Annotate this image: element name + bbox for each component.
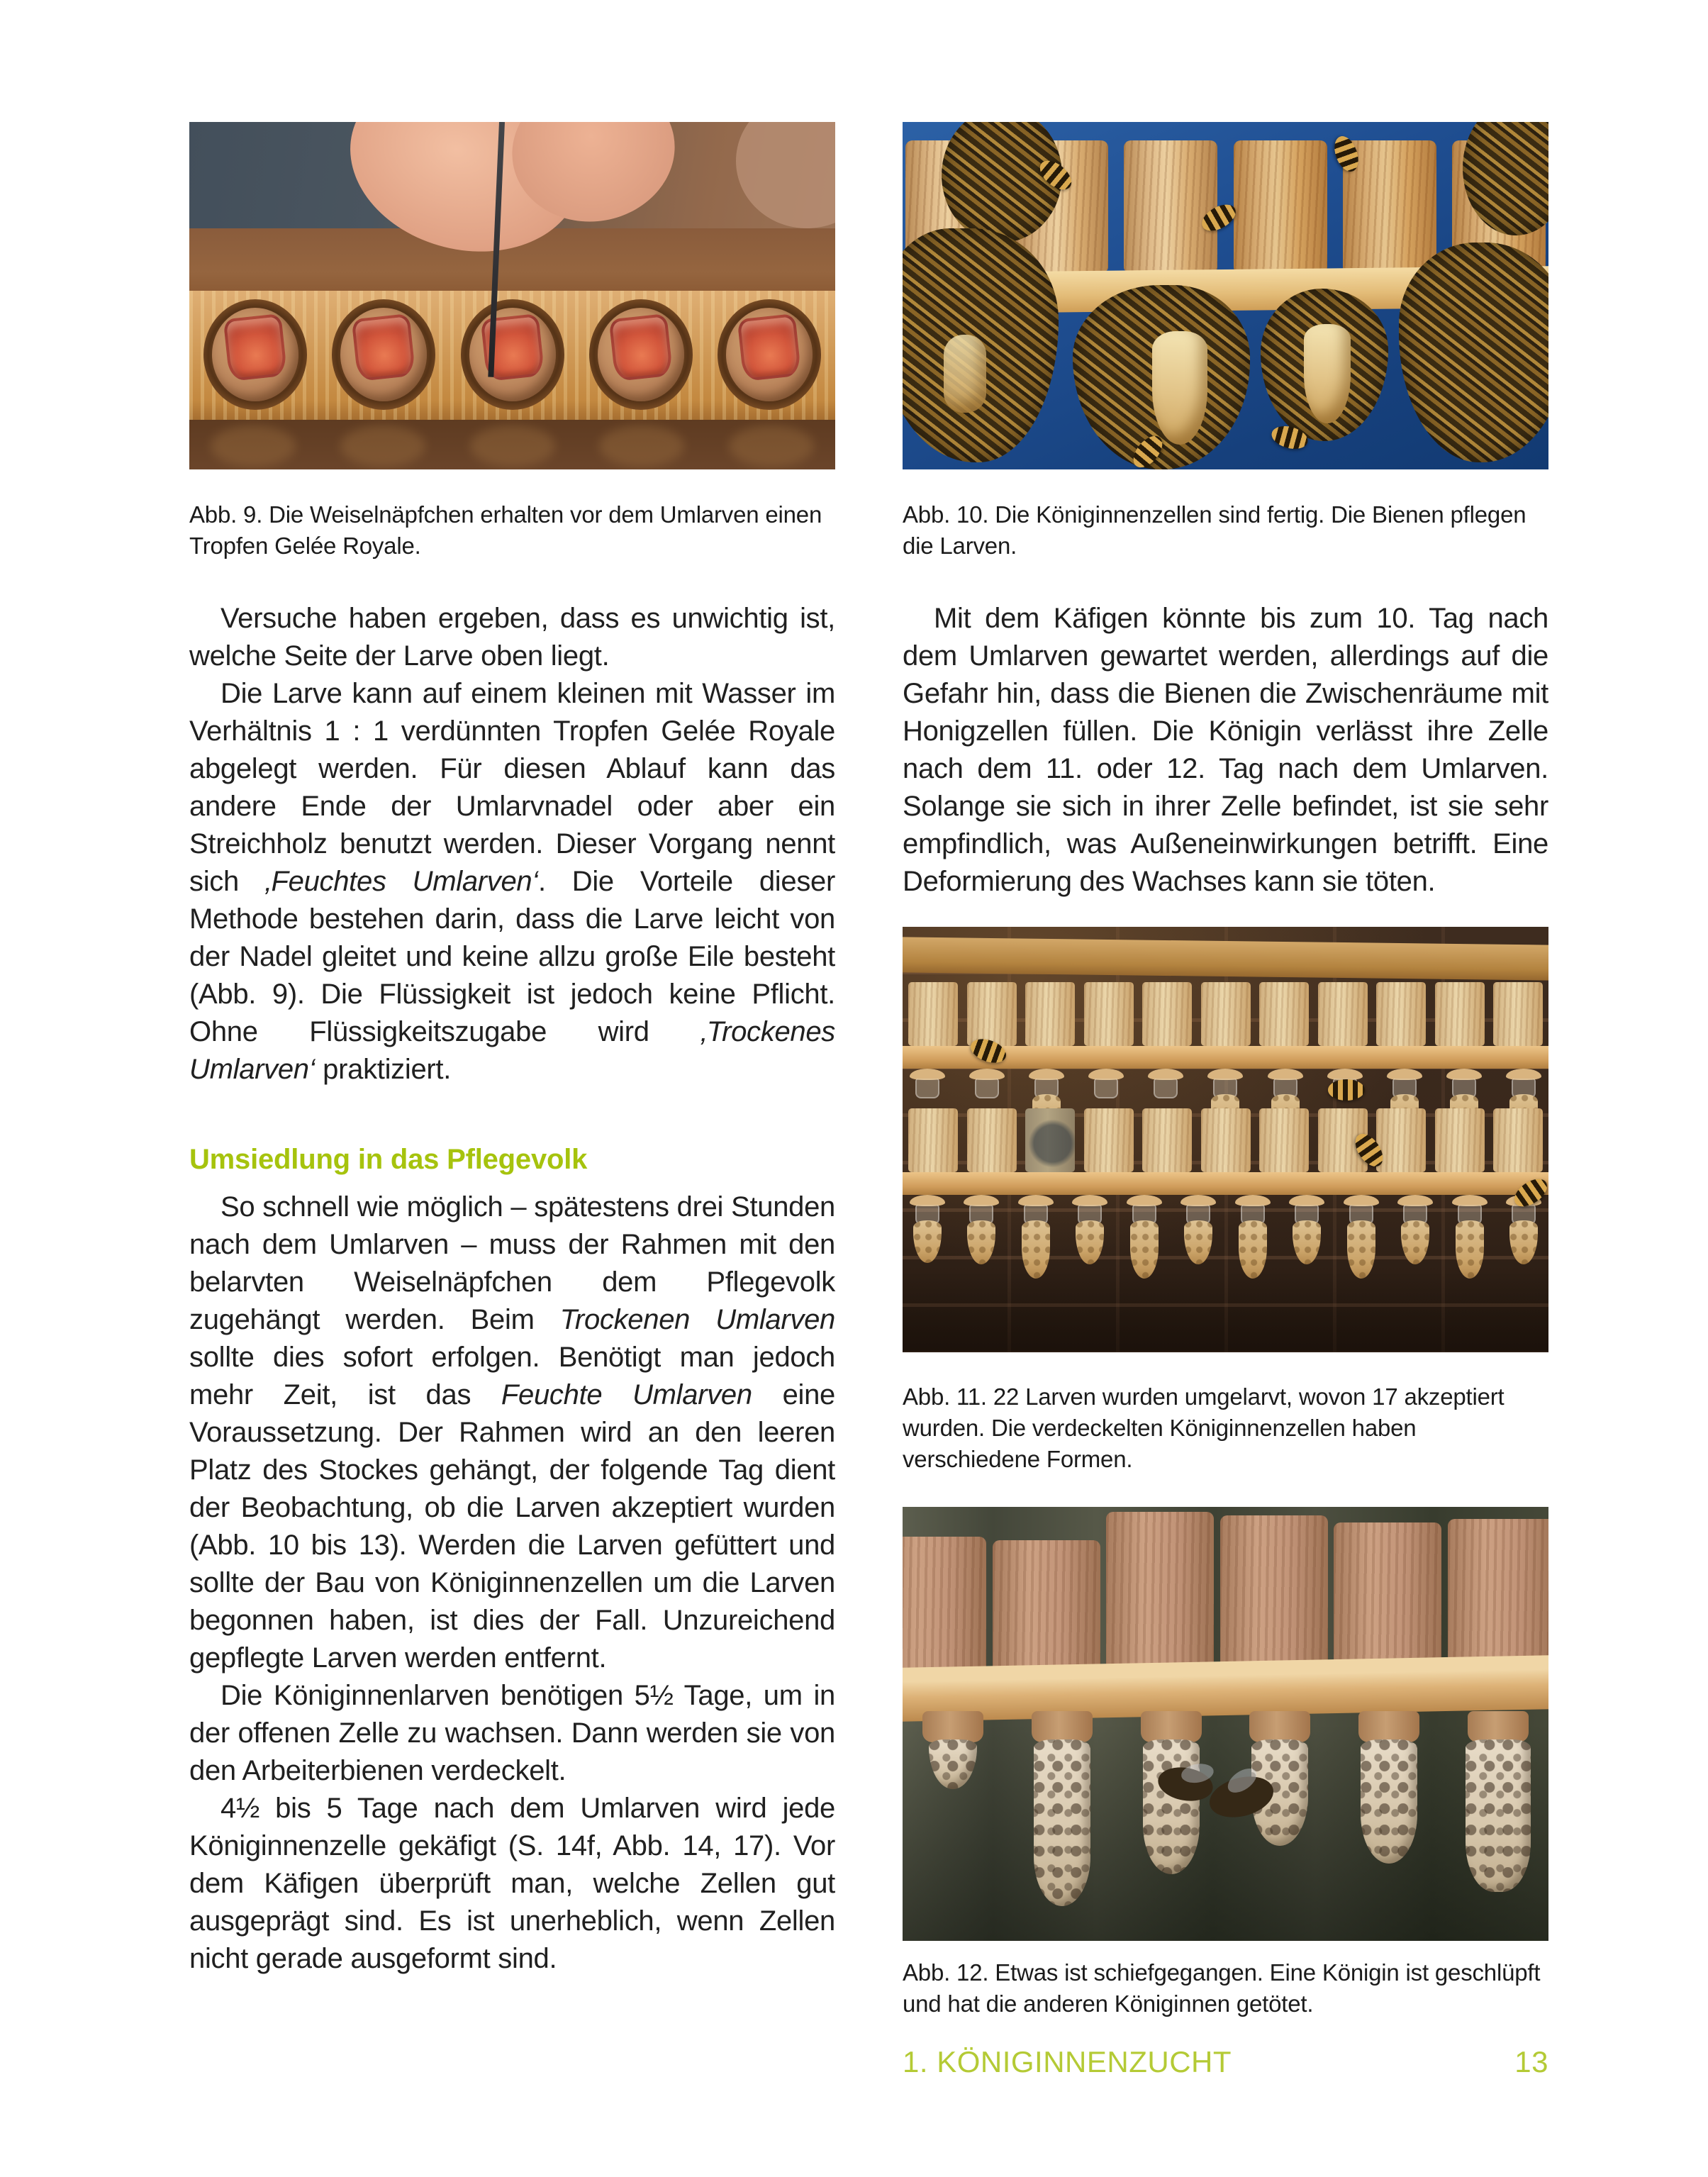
clear-cup-rim: [975, 1079, 999, 1098]
photo-shadow: [903, 1271, 1548, 1352]
clear-cup-rim: [1094, 1079, 1118, 1098]
figure-11-photo: [903, 927, 1548, 1352]
wood-cylinder: [1234, 140, 1327, 272]
wood-cylinder: [908, 1108, 958, 1172]
wooden-rail: [903, 1172, 1548, 1195]
paragraph: [189, 1677, 835, 1790]
wood-cylinder: [903, 1537, 986, 1671]
bee-cluster: [1399, 243, 1548, 462]
cell-plug: [962, 1195, 1000, 1279]
queen-cell: [1239, 1220, 1267, 1279]
cell-plug: [908, 1195, 947, 1279]
cell-plug: [1505, 1195, 1543, 1279]
hatched-queen-cell: [1034, 1739, 1090, 1906]
page-footer: [903, 2045, 1548, 2079]
cell-plug: [1452, 1711, 1544, 1892]
queen-cell: [1509, 1220, 1538, 1264]
wood-cylinder: [1448, 1519, 1548, 1671]
figure-12-photo: [903, 1507, 1548, 1941]
red-plastic-cup: [737, 313, 802, 382]
bee: [1328, 1079, 1365, 1101]
wood-plug: [1141, 1711, 1202, 1742]
text-run: praktiziert.: [315, 1054, 452, 1085]
wood-cylinder: [1201, 982, 1251, 1046]
cell-plug: [1016, 1711, 1108, 1906]
text-run: . Die Vorteile dieser Methode bestehen darin, dass die Larve leicht von der Nadel gleitet und keine allzu große Eile besteht (Abb. 9). Die Flüssigkeit ist jedoch keine Pflicht. Ohne Flüssigkeitszugabe wird: [189, 866, 836, 1047]
wood-cylinder: [993, 1540, 1100, 1671]
queen-cell: [1076, 1220, 1104, 1264]
wood-cylinder: [1025, 1108, 1075, 1172]
wood-cylinder: [1220, 1515, 1328, 1671]
italic-text: ‚Feuchtes Umlarven‘: [264, 866, 538, 897]
cell-plug: [1342, 1195, 1380, 1279]
wood-cylinder: [1142, 982, 1192, 1046]
queen-cell: [1347, 1220, 1375, 1279]
red-plastic-cup: [223, 313, 288, 382]
text-run: sollte dies sofort erfolgen. Benötigt man jedoch mehr Zeit, ist das: [189, 1342, 835, 1410]
queen-cell: [1293, 1220, 1321, 1264]
cell-plug: [1451, 1195, 1489, 1279]
wood-plug: [1358, 1711, 1419, 1742]
italic-text: Feuchte Umlarven: [501, 1379, 752, 1410]
wood-cylinder: [1493, 1108, 1543, 1172]
cup-shadow: [211, 425, 296, 467]
wood-cylinder: [1201, 1108, 1251, 1172]
cylinder-row: [903, 1507, 1548, 1671]
hatched-queen-cell: [1466, 1739, 1531, 1892]
text-run: Die Larve kann auf einem kleinen mit Wasser im Verhältnis 1 : 1 verdünnten Tropfen Gelée Royale abgelegt werden. Für diesen Ablauf kann das andere Ende der Umlarvnadel oder aber ein Streichholz benutzt werden. Dieser Vorgang nennt sich: [189, 678, 835, 897]
wood-cylinder: [1334, 1522, 1441, 1671]
wood-cylinder: [1318, 982, 1368, 1046]
cylinder-row: [908, 982, 1543, 1046]
queen-cup: [713, 298, 825, 411]
queen-cell: [1184, 1220, 1212, 1264]
figure-10-caption: Abb. 10. Die Königinnenzellen sind fertig. Die Bienen pflegen die Larven.: [903, 501, 1526, 559]
text-run: 4½ bis 5 Tage nach dem Umlarven wird jede Königinnenzelle gekäfigt (S. 14f, Abb. 14, 17). Vor dem Käfigen überprüft man, welche Zellen gut ausgeprägt sind. Es ist unerheblich, wenn Zellen nicht gerade ausgeformt sind.: [189, 1793, 835, 1974]
cell-plug: [1396, 1195, 1434, 1279]
wood-cylinder: [1435, 982, 1485, 1046]
cup-row: [199, 298, 825, 411]
queen-cup: [457, 298, 569, 411]
cup-shadow: [470, 425, 555, 467]
queen-cell: [1304, 324, 1351, 423]
left-column-text: [189, 600, 835, 1978]
wood-cylinder: [1142, 1108, 1192, 1172]
wood-cylinder: [1435, 1108, 1485, 1172]
cell-plug: [907, 1711, 999, 1789]
italic-text: ‚Trockenes Umlarven‘: [189, 1016, 835, 1085]
figure-11-caption: Abb. 11. 22 Larven wurden umgelarvt, wovon 17 akzeptiert wurden. Die verdeckelten Königinnenzellen haben verschiedene Formen.: [903, 1383, 1505, 1472]
text-run: Die Königinnenlarven benötigen 5½ Tage, um in der offenen Zelle zu wachsen. Dann werden sie von den Arbeiterbienen verdeckelt.: [189, 1680, 835, 1786]
queen-cell: [967, 1220, 995, 1264]
page-number: 13: [1514, 2045, 1548, 2078]
queen-cell: [1022, 1220, 1050, 1279]
hanging-cell-row: [908, 1195, 1543, 1279]
figure-12-caption: Abb. 12. Etwas ist schiefgegangen. Eine Königin ist geschlüpft und hat die anderen Königinnen getötet.: [903, 1959, 1541, 2017]
wood-cylinder: [1259, 982, 1309, 1046]
red-plastic-cup: [352, 313, 416, 382]
queen-cup: [328, 298, 440, 411]
wooden-board: [903, 937, 1548, 980]
italic-text: Trockenen Umlarven: [559, 1304, 835, 1335]
queen-cell: [913, 1220, 942, 1263]
wood-cylinder: [1084, 1108, 1134, 1172]
hatched-queen-cell: [1361, 1739, 1417, 1864]
section-subheading: Umsiedlung in das Pflegevolk: [189, 1144, 588, 1175]
queen-cup: [199, 298, 311, 411]
queen-cell: [1456, 1220, 1484, 1279]
wood-cylinder: [1084, 982, 1134, 1046]
text-run: Versuche haben ergeben, dass es unwichtig ist, welche Seite der Larve oben liegt.: [189, 603, 835, 672]
wood-cylinder: [1376, 982, 1426, 1046]
cell-plug: [1017, 1195, 1055, 1279]
wood-cylinder: [1493, 982, 1543, 1046]
clear-cup-rim: [915, 1079, 939, 1098]
queen-cup: [585, 298, 697, 411]
cell-plug: [1071, 1195, 1109, 1279]
photo-background-bottom: [189, 420, 835, 469]
cell-plug: [1288, 1195, 1326, 1279]
cell-plug: [1343, 1711, 1435, 1864]
cell-plug: [1125, 1195, 1163, 1279]
figure-9-photo: [189, 122, 835, 469]
text-run: eine Voraussetzung. Der Rahmen wird an den leeren Platz des Stockes gehängt, der folgende Tag dient der Beobachtung, ob die Larven akzeptiert wurden (Abb. 10 bis 13). Werden die Larven gefüttert und sollte der Bau von Königinnenzellen um die Larven begonnen haben, ist dies der Fall. Unzureichend gepflegte Larven werden entfernt.: [189, 1379, 835, 1674]
hatched-queen-cell: [929, 1739, 977, 1789]
cell-plug: [1179, 1195, 1217, 1279]
cup-shadow: [729, 425, 814, 467]
cup-shadow: [599, 425, 684, 467]
red-plastic-cup: [608, 313, 673, 382]
paragraph: [903, 600, 1548, 901]
wood-cylinder: [967, 1108, 1017, 1172]
queen-cell: [944, 335, 986, 413]
wood-cylinder: [967, 982, 1017, 1046]
chapter-title: 1. KÖNIGINNENZUCHT: [903, 2045, 1232, 2078]
paragraph: [189, 1188, 835, 1677]
wood-plug: [1032, 1711, 1093, 1742]
wood-cylinder: [1376, 1108, 1426, 1172]
paragraph: [189, 1790, 835, 1978]
figure-9-caption: Abb. 9. Die Weiselnäpfchen erhalten vor dem Umlarven einen Tropfen Gelée Royale.: [189, 501, 822, 559]
text-run: Mit dem Käfigen könnte bis zum 10. Tag nach dem Umlarven gewartet werden, allerdings auf die Gefahr hin, dass die Bienen die Zwischenräume mit Honigzellen füllen. Die Königin verlässt ihre Zelle nach dem 11. oder 12. Tag nach dem Umlarven. Solange sie sich in ihrer Zelle befindet, ist sie sehr empfindlich, was Außeneinwirkungen betrifft. Eine Deformierung des Wachses kann sie töten.: [903, 603, 1548, 897]
text-run: So schnell wie möglich – spätestens drei Stunden nach dem Umlarven – muss der Rahmen mit den belarvten Weiselnäpfchen dem Pflegevolk zugehängt werden. Beim: [189, 1191, 835, 1335]
wood-cylinder: [1025, 982, 1075, 1046]
queen-cell: [1130, 1220, 1159, 1279]
figure-10-photo: [903, 122, 1548, 469]
cell-plug: [1234, 1195, 1272, 1279]
wood-plug: [1468, 1711, 1529, 1742]
wood-cylinder: [908, 982, 958, 1046]
hatched-queen-cell: [1143, 1739, 1200, 1874]
queen-cell: [1152, 331, 1207, 445]
cup-shadow: [340, 425, 425, 467]
paragraph: [189, 600, 835, 675]
wood-cylinder: [1124, 140, 1217, 272]
right-column-text: [903, 600, 1548, 901]
cylinder-row: [908, 1108, 1543, 1172]
wood-cylinder: [1259, 1108, 1309, 1172]
wood-plug: [1249, 1711, 1310, 1742]
wood-cylinder: [1106, 1512, 1214, 1671]
paragraph: [189, 675, 835, 1088]
queen-cell: [1401, 1220, 1429, 1264]
wood-plug: [922, 1711, 983, 1742]
clear-cup-rim: [1154, 1079, 1178, 1098]
